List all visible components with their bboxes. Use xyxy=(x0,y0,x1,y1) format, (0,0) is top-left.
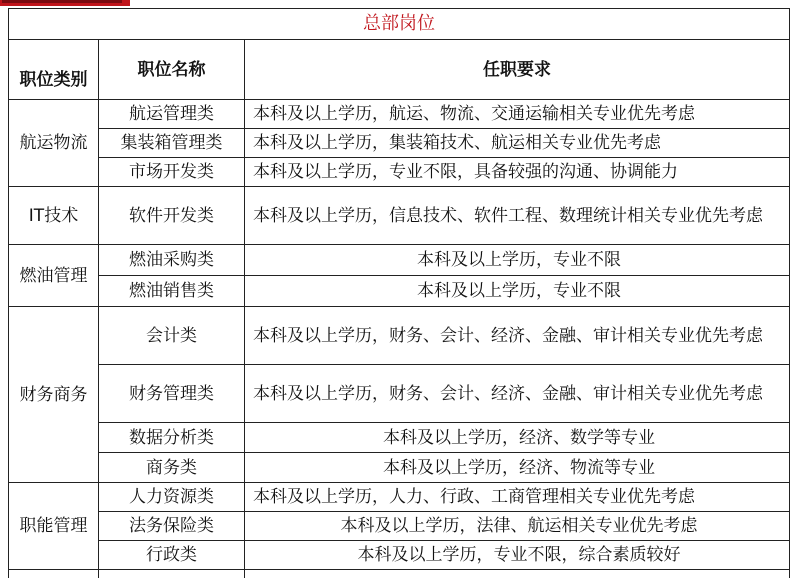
table-row xyxy=(9,100,790,129)
requirement-cell: 本科及以上学历，法律、航运相关专业优先考虑 xyxy=(245,512,790,541)
requirement-cell: 本科及以上学历，专业不限，综合素质较好 xyxy=(245,541,790,570)
position-cell: 人力资源类 xyxy=(99,483,245,512)
requirement-cell: 本科及以上学历，经济、物流等专业 xyxy=(245,453,790,483)
requirement-cell: 本科及以上学历，财务、会计、经济、金融、审计相关专业优先考虑 xyxy=(245,365,790,423)
position-cell: 会计类 xyxy=(99,307,245,365)
position-cell: 集装箱管理类 xyxy=(99,129,245,158)
position-cell: 航运管理类 xyxy=(99,100,245,129)
position-cell: 数据分析类 xyxy=(99,423,245,453)
position-cell: 软件开发类 xyxy=(99,187,245,245)
position-cell: 市场开发类 xyxy=(99,158,245,187)
requirement-cell: 本科及以上学历，专业不限，具备较强的沟通、协调能力 xyxy=(245,158,790,187)
requirement-cell: 本科及以上学历，专业不限 xyxy=(245,276,790,307)
position-cell: 燃油销售类 xyxy=(99,276,245,307)
category-cell: 燃油管理 xyxy=(9,245,99,307)
requirement-cell: 本科及以上学历，经济、数学等专业 xyxy=(245,423,790,453)
header-requirement: 任职要求 xyxy=(245,40,790,100)
table-row xyxy=(9,276,790,307)
table-row xyxy=(9,483,790,512)
table-row xyxy=(9,245,790,276)
category-cell: 财务商务 xyxy=(9,307,99,483)
category-cell: 航运物流 xyxy=(9,100,99,187)
table-row xyxy=(9,541,790,570)
table-title: 总部岗位 xyxy=(9,9,790,40)
table-row xyxy=(9,512,790,541)
requirement-cell: 本科及以上学历，专业不限 xyxy=(245,245,790,276)
position-cell: 行政类 xyxy=(99,541,245,570)
header-category: 职位类别 xyxy=(9,40,99,100)
table-row xyxy=(9,307,790,365)
position-cell: 燃油采购类 xyxy=(99,245,245,276)
position-cell: 商务类 xyxy=(99,453,245,483)
category-cell: IT技术 xyxy=(9,187,99,245)
positions-table xyxy=(8,8,790,578)
header-position: 职位名称 xyxy=(99,40,245,100)
requirement-cell: 本科及以上学历，航运、物流、交通运输相关专业优先考虑 xyxy=(245,100,790,129)
table-row xyxy=(9,158,790,187)
position-cell: 法务保险类 xyxy=(99,512,245,541)
table-row xyxy=(9,365,790,423)
table-body xyxy=(9,100,790,579)
requirement-cell: 本科及以上学历，人力、行政、工商管理相关专业优先考虑 xyxy=(245,483,790,512)
table-row xyxy=(9,453,790,483)
table-row xyxy=(9,129,790,158)
header-decoration xyxy=(0,0,130,6)
position-cell: 财务管理类 xyxy=(99,365,245,423)
requirement-cell: 本科及以上学历，集装箱技术、航运相关专业优先考虑 xyxy=(245,129,790,158)
table-row-cut-off xyxy=(9,570,790,579)
requirement-cell: 本科及以上学历，财务、会计、经济、金融、审计相关专业优先考虑 xyxy=(245,307,790,365)
requirement-cell: 本科及以上学历，信息技术、软件工程、数理统计相关专业优先考虑 xyxy=(245,187,790,245)
table-row xyxy=(9,187,790,245)
table-row xyxy=(9,423,790,453)
category-cell: 职能管理 xyxy=(9,483,99,570)
